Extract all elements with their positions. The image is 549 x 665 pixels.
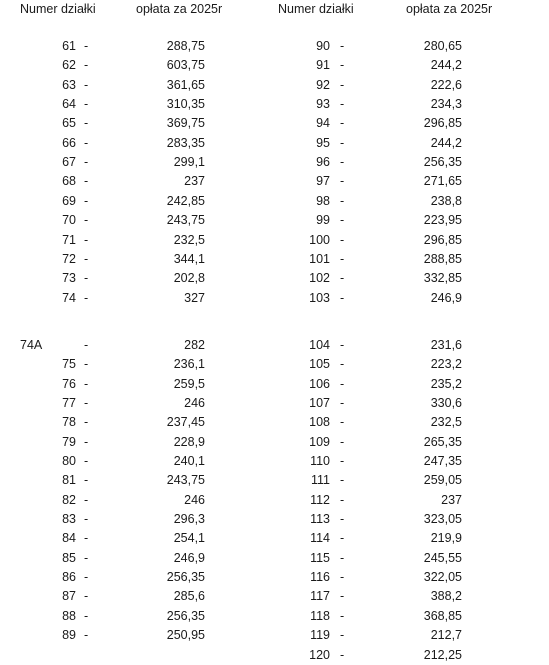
- plot-number: 113: [310, 512, 330, 527]
- plot-number: 106: [309, 376, 330, 391]
- plot-number: 65: [62, 116, 76, 131]
- fee-value: 202,8: [173, 271, 205, 286]
- fee-value: 243,75: [166, 473, 205, 488]
- separator-dash: -: [340, 193, 345, 208]
- separator-dash: -: [340, 97, 345, 112]
- table-row: [0, 37, 549, 56]
- fee-value: 285,6: [173, 589, 205, 604]
- fee-value: 388,2: [430, 589, 462, 604]
- plot-number: 69: [62, 193, 76, 208]
- fee-value: 322,05: [423, 570, 462, 585]
- separator-dash: -: [340, 135, 345, 150]
- table-row: [0, 471, 549, 490]
- fee-value: 330,6: [430, 395, 462, 410]
- fee-value: 236,1: [173, 357, 205, 372]
- plot-number: 95: [316, 135, 330, 150]
- plot-number: 120: [309, 647, 330, 662]
- table-row: [0, 172, 549, 191]
- plot-number: 96: [316, 155, 330, 170]
- fee-value: 222,6: [430, 77, 462, 92]
- separator-dash: -: [340, 589, 345, 604]
- fee-value: 246: [184, 395, 205, 410]
- fee-value: 259,05: [423, 473, 462, 488]
- separator-dash: -: [340, 415, 345, 430]
- table-row: [0, 231, 549, 250]
- plot-number: 112: [310, 492, 330, 507]
- fee-value: 246,9: [173, 550, 205, 565]
- plot-number: 82: [62, 492, 76, 507]
- plot-number: 109: [309, 434, 330, 449]
- fee-value: 368,85: [423, 608, 462, 623]
- plot-number: 101: [309, 251, 330, 266]
- table-row: [0, 646, 549, 665]
- separator-dash: -: [84, 77, 89, 92]
- fee-value: 238,8: [430, 193, 462, 208]
- plot-number: 66: [62, 135, 76, 150]
- plot-number: 93: [316, 97, 330, 112]
- plot-number: 119: [310, 628, 330, 643]
- fee-value: 256,35: [166, 608, 205, 623]
- separator-dash: -: [340, 376, 345, 391]
- separator-dash: -: [84, 290, 89, 305]
- table-row: [0, 587, 549, 606]
- separator-dash: -: [84, 58, 89, 73]
- table-row: [0, 76, 549, 95]
- table-row: [0, 355, 549, 374]
- separator-dash: -: [84, 39, 89, 53]
- table-row: [0, 375, 549, 394]
- table-row: [0, 192, 549, 211]
- plot-number: 81: [62, 473, 76, 488]
- fee-value: 244,2: [430, 58, 462, 73]
- fee-value: 310,35: [166, 97, 205, 112]
- separator-dash: -: [340, 116, 345, 131]
- table-row: [0, 413, 549, 432]
- table-row: [0, 289, 549, 308]
- separator-dash: -: [84, 415, 89, 430]
- fee-value: 296,85: [423, 116, 462, 131]
- plot-number: 74A: [20, 337, 43, 352]
- separator-dash: -: [340, 251, 345, 266]
- separator-dash: -: [84, 97, 89, 112]
- separator-dash: -: [84, 193, 89, 208]
- plot-number: 92: [316, 77, 330, 92]
- fee-value: 234,3: [430, 97, 462, 112]
- plot-number: 73: [62, 271, 76, 286]
- fee-value: 282: [184, 337, 205, 352]
- fee-value: 283,35: [166, 135, 205, 150]
- separator-dash: -: [340, 39, 345, 53]
- plot-number: 86: [62, 570, 76, 585]
- separator-dash: -: [84, 492, 89, 507]
- plot-number: 108: [309, 415, 330, 430]
- fee-value: 245,55: [423, 550, 462, 565]
- table-row: [0, 56, 549, 75]
- separator-dash: -: [340, 512, 345, 527]
- separator-dash: -: [340, 174, 345, 189]
- separator-dash: -: [84, 454, 89, 468]
- fee-value: 246,9: [430, 290, 462, 305]
- plot-number: 78: [62, 415, 76, 430]
- fee-value: 232,5: [173, 232, 205, 247]
- plot-number: 64: [62, 97, 76, 112]
- separator-dash: -: [84, 434, 89, 449]
- plot-number: 70: [62, 213, 76, 228]
- header-right-fee: opłata za 2025r: [406, 2, 493, 16]
- table-row: [0, 269, 549, 288]
- fee-value: 259,5: [173, 376, 205, 391]
- fee-value: 219,9: [430, 531, 462, 546]
- table-row: [0, 134, 549, 153]
- plot-number: 99: [316, 213, 330, 228]
- fee-value: 256,35: [166, 570, 205, 585]
- plot-number: 117: [310, 589, 330, 604]
- separator-dash: -: [84, 512, 89, 527]
- fee-value: 323,05: [423, 512, 462, 527]
- table-row: [0, 510, 549, 529]
- plot-number: 63: [62, 77, 76, 92]
- separator-dash: -: [340, 213, 345, 228]
- fee-value: 256,35: [423, 155, 462, 170]
- separator-dash: -: [84, 608, 89, 623]
- fee-value: 237: [184, 174, 205, 189]
- separator-dash: -: [84, 232, 89, 247]
- plot-number: 80: [62, 454, 76, 468]
- table-row: [0, 95, 549, 114]
- plot-number: 84: [62, 531, 76, 546]
- plot-number: 98: [316, 193, 330, 208]
- plot-number: 90: [316, 39, 330, 53]
- plot-number: 97: [316, 174, 330, 189]
- plot-number: 76: [62, 376, 76, 391]
- separator-dash: -: [340, 570, 345, 585]
- separator-dash: -: [340, 337, 345, 352]
- separator-dash: -: [84, 337, 89, 352]
- separator-dash: -: [84, 155, 89, 170]
- separator-dash: -: [340, 531, 345, 546]
- separator-dash: -: [340, 434, 345, 449]
- plot-number: 89: [62, 628, 76, 643]
- separator-dash: -: [84, 628, 89, 643]
- fee-value: 250,95: [166, 628, 205, 643]
- plot-number: 116: [310, 570, 330, 585]
- fee-value: 223,95: [423, 213, 462, 228]
- table-row: [0, 491, 549, 510]
- plot-number: 77: [62, 395, 76, 410]
- separator-dash: -: [340, 58, 345, 73]
- plot-number: 62: [62, 58, 76, 73]
- plot-number: 115: [310, 550, 330, 565]
- plot-number: 61: [62, 39, 76, 53]
- plot-number: 83: [62, 512, 76, 527]
- fee-value: 254,1: [173, 531, 205, 546]
- fee-value: 271,65: [423, 174, 462, 189]
- fee-value: 242,85: [166, 193, 205, 208]
- separator-dash: -: [84, 473, 89, 488]
- fee-value: 344,1: [173, 251, 205, 266]
- fee-value: 212,25: [423, 647, 462, 662]
- fee-value: 237: [441, 492, 462, 507]
- header-left-fee: opłata za 2025r: [136, 2, 223, 16]
- fee-value: 603,75: [166, 58, 205, 73]
- plot-number: 118: [310, 608, 330, 623]
- separator-dash: -: [84, 531, 89, 546]
- plot-number: 105: [309, 357, 330, 372]
- separator-dash: -: [84, 395, 89, 410]
- separator-dash: -: [340, 492, 345, 507]
- plot-number: 67: [62, 155, 76, 170]
- plot-number: 111: [310, 473, 330, 488]
- separator-dash: -: [84, 271, 89, 286]
- table-row: [0, 153, 549, 172]
- plot-number: 88: [62, 608, 76, 623]
- fee-value: 265,35: [423, 434, 462, 449]
- plot-number: 94: [316, 116, 330, 131]
- fee-value: 280,65: [423, 39, 462, 53]
- fee-value: 246: [184, 492, 205, 507]
- header-right-number: Numer działki: [278, 2, 354, 16]
- separator-dash: -: [84, 251, 89, 266]
- separator-dash: -: [340, 357, 345, 372]
- plot-number: 103: [309, 290, 330, 305]
- separator-dash: -: [340, 454, 345, 468]
- fee-value: 332,85: [423, 271, 462, 286]
- fee-value: 296,3: [173, 512, 205, 527]
- fee-value: 288,85: [423, 251, 462, 266]
- fee-value: 288,75: [166, 39, 205, 53]
- separator-dash: -: [340, 77, 345, 92]
- fee-value: 240,1: [173, 454, 205, 468]
- plot-number: 102: [309, 271, 330, 286]
- separator-dash: -: [84, 135, 89, 150]
- fee-value: 237,45: [166, 415, 205, 430]
- table-row: [0, 394, 549, 413]
- separator-dash: -: [340, 232, 345, 247]
- table-row: [0, 336, 549, 355]
- plot-number: 74: [62, 290, 76, 305]
- separator-dash: -: [340, 395, 345, 410]
- plot-number: 71: [62, 232, 76, 247]
- table-row: [0, 568, 549, 587]
- table-row: [0, 250, 549, 269]
- plot-number: 72: [62, 251, 76, 266]
- separator-dash: -: [84, 213, 89, 228]
- separator-dash: -: [340, 608, 345, 623]
- fee-value: 369,75: [166, 116, 205, 131]
- table-row: [0, 211, 549, 230]
- header-left-number: Numer działki: [20, 2, 96, 16]
- separator-dash: -: [84, 550, 89, 565]
- table-row: [0, 433, 549, 452]
- plot-number: 68: [62, 174, 76, 189]
- plot-number: 107: [309, 395, 330, 410]
- fee-value: 228,9: [173, 434, 205, 449]
- fee-value: 244,2: [430, 135, 462, 150]
- plot-number: 104: [309, 337, 330, 352]
- plot-number: 100: [309, 232, 330, 247]
- plot-number: 79: [62, 434, 76, 449]
- fee-value: 243,75: [166, 213, 205, 228]
- fee-value: 232,5: [430, 415, 462, 430]
- fee-value: 223,2: [430, 357, 462, 372]
- fee-value: 299,1: [173, 155, 205, 170]
- fee-value: 231,6: [430, 337, 462, 352]
- fee-value: 296,85: [423, 232, 462, 247]
- separator-dash: -: [84, 116, 89, 131]
- fee-value: 212,7: [430, 628, 462, 643]
- table-row: [0, 452, 549, 471]
- separator-dash: -: [84, 174, 89, 189]
- table-row: [0, 607, 549, 626]
- plot-number: 91: [316, 58, 330, 73]
- table-row: [0, 114, 549, 133]
- separator-dash: -: [340, 155, 345, 170]
- plot-number: 114: [310, 531, 330, 546]
- plot-number: 85: [62, 550, 76, 565]
- separator-dash: -: [84, 570, 89, 585]
- separator-dash: -: [340, 290, 345, 305]
- plot-number: 110: [310, 454, 330, 468]
- fee-value: 361,65: [166, 77, 205, 92]
- separator-dash: -: [340, 647, 345, 662]
- plot-number: 87: [62, 589, 76, 604]
- separator-dash: -: [84, 589, 89, 604]
- separator-dash: -: [84, 376, 89, 391]
- separator-dash: -: [340, 628, 345, 643]
- fee-value: 247,35: [423, 454, 462, 468]
- separator-dash: -: [340, 473, 345, 488]
- separator-dash: -: [340, 550, 345, 565]
- table-row: [0, 626, 549, 645]
- fee-value: 235,2: [430, 376, 462, 391]
- separator-dash: -: [340, 271, 345, 286]
- separator-dash: -: [84, 357, 89, 372]
- fee-value: 327: [184, 290, 205, 305]
- plot-number: 75: [62, 357, 76, 372]
- table-row: [0, 529, 549, 548]
- table-row: [0, 549, 549, 568]
